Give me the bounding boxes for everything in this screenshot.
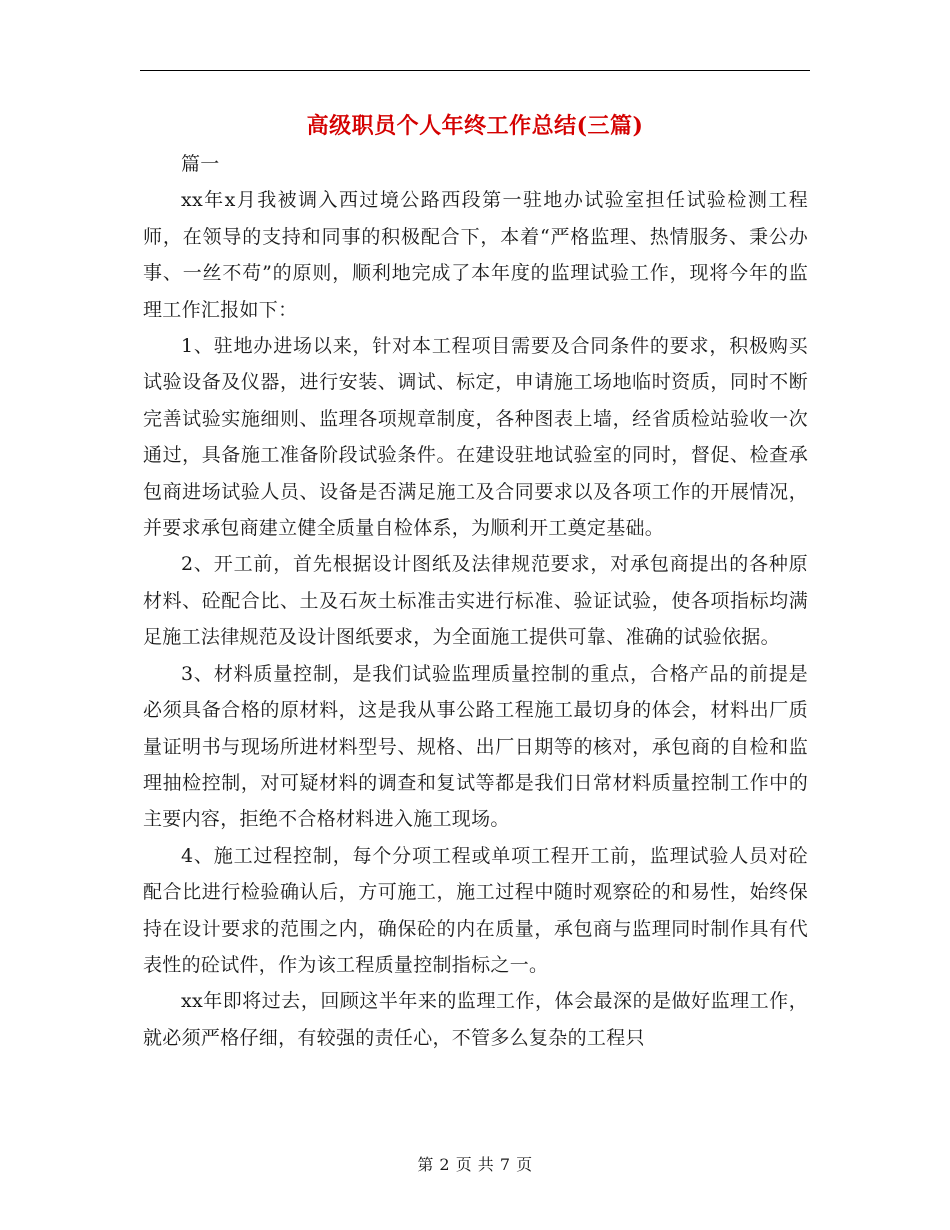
page-number-footer: 第 2 页 共 7 页 — [417, 1155, 533, 1174]
section-heading: 篇一 — [181, 153, 220, 175]
paragraph: 3、材料质量控制，是我们试验监理质量控制的重点，合格产品的前提是必须具备合格的原材料，这是我从事公路工程施工最切身的体会，材料出厂质量证明书与现场所进材料型号、规格、出厂日期等的核对，承包商的自检和监理抽检控制，对可疑材料的调查和复试等都是我们日常材料质量控制工作中的主要内容，拒绝不合格材料进入施工现场。 — [143, 662, 808, 831]
paragraph: 2、开工前，首先根据设计图纸及法律规范要求，对承包商提出的各种原材料、砼配合比、土及石灰土标准击实进行标准、验证试验，使各项指标均满足施工法律规范及设计图纸要求，为全面施工提供可靠、准确的试验依据。 — [143, 553, 808, 649]
document-title: 高级职员个人年终工作总结(三篇) — [306, 113, 644, 139]
paragraph: xx年x月我被调入西过境公路西段第一驻地办试验室担任试验检测工程师，在领导的支持和同事的积极配合下，本着“严格监理、热情服务、秉公办事、一丝不苟”的原则，顺利地完成了本年度的监理试验工作，现将今年的监理工作汇报如下： — [143, 189, 808, 321]
paragraph: xx年即将过去，回顾这半年来的监理工作，体会最深的是做好监理工作，就必须严格仔细，有较强的责任心，不管多么复杂的工程只 — [143, 990, 808, 1049]
document-body — [143, 146, 808, 1056]
paragraph: 4、施工过程控制，每个分项工程或单项工程开工前，监理试验人员对砼配合比进行检验确认后，方可施工，施工过程中随时观察砼的和易性，始终保持在设计要求的范围之内，确保砼的内在质量，承包商与监理同时制作具有代表性的砼试件，作为该工程质量控制指标之一。 — [143, 844, 808, 976]
paragraph: 1、驻地办进场以来，针对本工程项目需要及合同条件的要求，积极购买试验设备及仪器，进行安装、调试、标定，申请施工场地临时资质，同时不断完善试验实施细则、监理各项规章制度，各种图表上墙，经省质检站验收一次通过，具备施工准备阶段试验条件。在建设驻地试验室的同时，督促、检查承包商进场试验人员、设备是否满足施工及合同要求以及各项工作的开展情况，并要求承包商建立健全质量自检体系，为顺利开工奠定基础。 — [143, 335, 808, 540]
header-rule — [140, 70, 810, 71]
